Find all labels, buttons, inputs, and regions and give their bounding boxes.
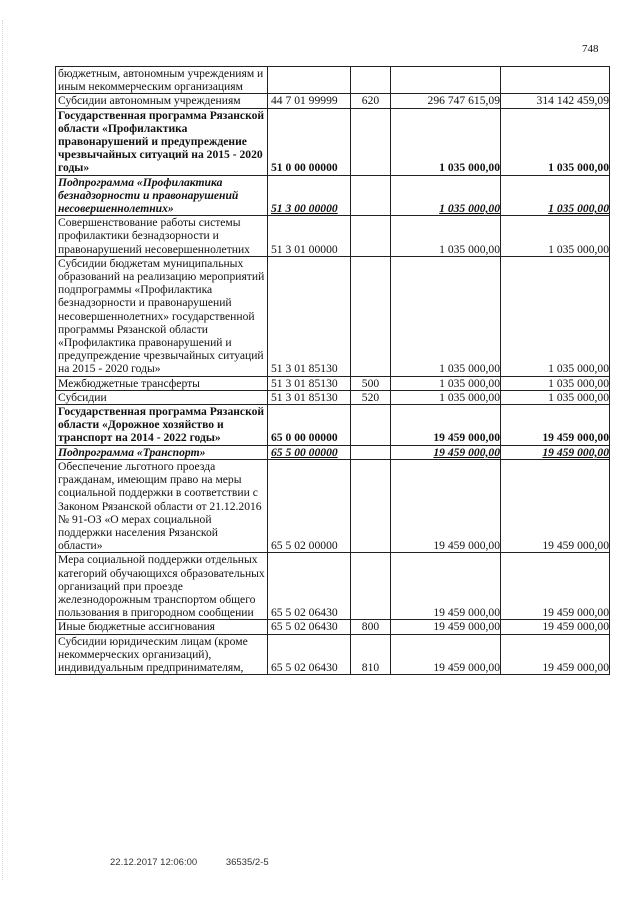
row-amount-2019-cell [391,67,501,94]
row-code-cell: 65 0 00 00000 [268,405,351,446]
row-amount-2020-cell: 19 459 000,00 [501,405,610,446]
row-vr-cell [351,459,391,552]
row-amount-2020-cell: 1 035 000,00 [501,376,610,390]
row-name-cell: Совершенствование работы системы профилактики безнадзорности и правонарушений несовершеннолетних [56,216,268,257]
row-code-cell: 51 3 01 85130 [268,256,351,376]
row-vr-cell [351,216,391,257]
row-amount-2020-cell: 19 459 000,00 [501,634,610,675]
row-name-cell: Обеспечение льготного проезда гражданам, имеющим право на меры социальной поддержки в соответствии с Законом Рязанской области от 21.12.2016 № 91-ОЗ «О мерах социальной поддержки населения Рязанской области» [56,459,268,552]
row-vr-cell: 500 [351,376,391,390]
table-row [56,108,610,175]
row-name-cell: Субсидии бюджетам муниципальных образований на реализацию мероприятий подпрограммы «Профилактика безнадзорности и правонарушений несовершеннолетних» государственной программы Рязанской области «Профилактика правонарушений и предупреждение чрезвычайных ситуаций на 2015 - 2020 годы» [56,256,268,376]
row-code-cell: 51 3 01 00000 [268,216,351,257]
scan-margin-marks [2,20,9,880]
row-name-cell: бюджетным, автономным учреждениям и иным некоммерческим организациям [56,67,268,94]
row-code-cell: 51 3 01 85130 [268,376,351,390]
row-amount-2019-cell: 19 459 000,00 [391,553,501,620]
row-vr-cell [351,256,391,376]
row-amount-2020-cell: 19 459 000,00 [501,553,610,620]
row-name-cell: Иные бюджетные ассигнования [56,620,268,634]
row-amount-2020-cell: 19 459 000,00 [501,445,610,459]
row-name-cell: Подпрограмма «Транспорт» [56,445,268,459]
row-vr-cell [351,175,391,216]
row-name-cell: Государственная программа Рязанской области «Дорожное хозяйство и транспорт на 2014 - 2022 годы» [56,405,268,446]
row-code-cell: 65 5 00 00000 [268,445,351,459]
row-name-cell: Государственная программа Рязанской области «Профилактика правонарушений и предупреждение чрезвычайных ситуаций на 2015 - 2020 годы» [56,108,268,175]
row-name-cell: Межбюджетные трансферты [56,376,268,390]
table-row [56,459,610,552]
row-amount-2020-cell [501,67,610,94]
row-amount-2019-cell: 1 035 000,00 [391,256,501,376]
row-code-cell: 51 0 00 00000 [268,108,351,175]
table-row [56,256,610,376]
row-vr-cell [351,108,391,175]
row-amount-2020-cell: 19 459 000,00 [501,459,610,552]
row-amount-2019-cell: 1 035 000,00 [391,175,501,216]
row-amount-2019-cell: 1 035 000,00 [391,216,501,257]
row-name-cell: Субсидии [56,390,268,404]
row-amount-2019-cell: 19 459 000,00 [391,459,501,552]
row-vr-cell: 520 [351,390,391,404]
row-amount-2020-cell: 314 142 459,09 [501,94,610,108]
table-row [56,67,610,94]
row-amount-2019-cell: 19 459 000,00 [391,620,501,634]
row-name-cell: Подпрограмма «Профилактика безнадзорности и правонарушений несовершеннолетних» [56,175,268,216]
table-row [56,216,610,257]
row-name-cell: Субсидии юридическим лицам (кроме некоммерческих организаций), индивидуальным предпринимателям, [56,634,268,675]
row-amount-2020-cell: 1 035 000,00 [501,108,610,175]
row-name-cell: Субсидии автономным учреждениям [56,94,268,108]
row-amount-2020-cell: 19 459 000,00 [501,620,610,634]
table-row [56,553,610,620]
row-amount-2020-cell: 1 035 000,00 [501,256,610,376]
table-row [56,634,610,675]
row-vr-cell [351,405,391,446]
row-amount-2019-cell: 1 035 000,00 [391,108,501,175]
row-amount-2019-cell: 1 035 000,00 [391,376,501,390]
row-amount-2019-cell: 1 035 000,00 [391,390,501,404]
footer-datetime: 22.12.2017 12:06:00 [110,857,198,868]
row-vr-cell: 800 [351,620,391,634]
row-amount-2020-cell: 1 035 000,00 [501,175,610,216]
table-row [56,175,610,216]
row-code-cell [268,67,351,94]
footer [110,857,295,868]
row-code-cell: 65 5 02 06430 [268,620,351,634]
row-amount-2020-cell: 1 035 000,00 [501,390,610,404]
table-row [56,405,610,446]
row-amount-2019-cell: 296 747 615,09 [391,94,501,108]
row-vr-cell: 620 [351,94,391,108]
row-code-cell: 65 5 02 06430 [268,553,351,620]
row-amount-2020-cell: 1 035 000,00 [501,216,610,257]
row-code-cell: 65 5 02 00000 [268,459,351,552]
row-vr-cell [351,553,391,620]
table-row [56,445,610,459]
row-vr-cell: 810 [351,634,391,675]
row-amount-2019-cell: 19 459 000,00 [391,405,501,446]
row-name-cell: Мера социальной поддержки отдельных категорий обучающихся образовательных организаций при проезде железнодорожным транспортом общего пользования в пригородном сообщении [56,553,268,620]
table-row [56,390,610,404]
row-vr-cell [351,67,391,94]
row-code-cell: 65 5 02 06430 [268,634,351,675]
row-amount-2019-cell: 19 459 000,00 [391,445,501,459]
table-row [56,620,610,634]
row-code-cell: 44 7 01 99999 [268,94,351,108]
table-row [56,94,610,108]
row-amount-2019-cell: 19 459 000,00 [391,634,501,675]
footer-doc-id: 36535/2-5 [225,857,269,868]
table-row [56,376,610,390]
row-code-cell: 51 3 01 85130 [268,390,351,404]
table-body [56,67,610,675]
budget-table [55,66,610,675]
row-code-cell: 51 3 00 00000 [268,175,351,216]
page-number: 748 [582,43,599,55]
row-vr-cell [351,445,391,459]
